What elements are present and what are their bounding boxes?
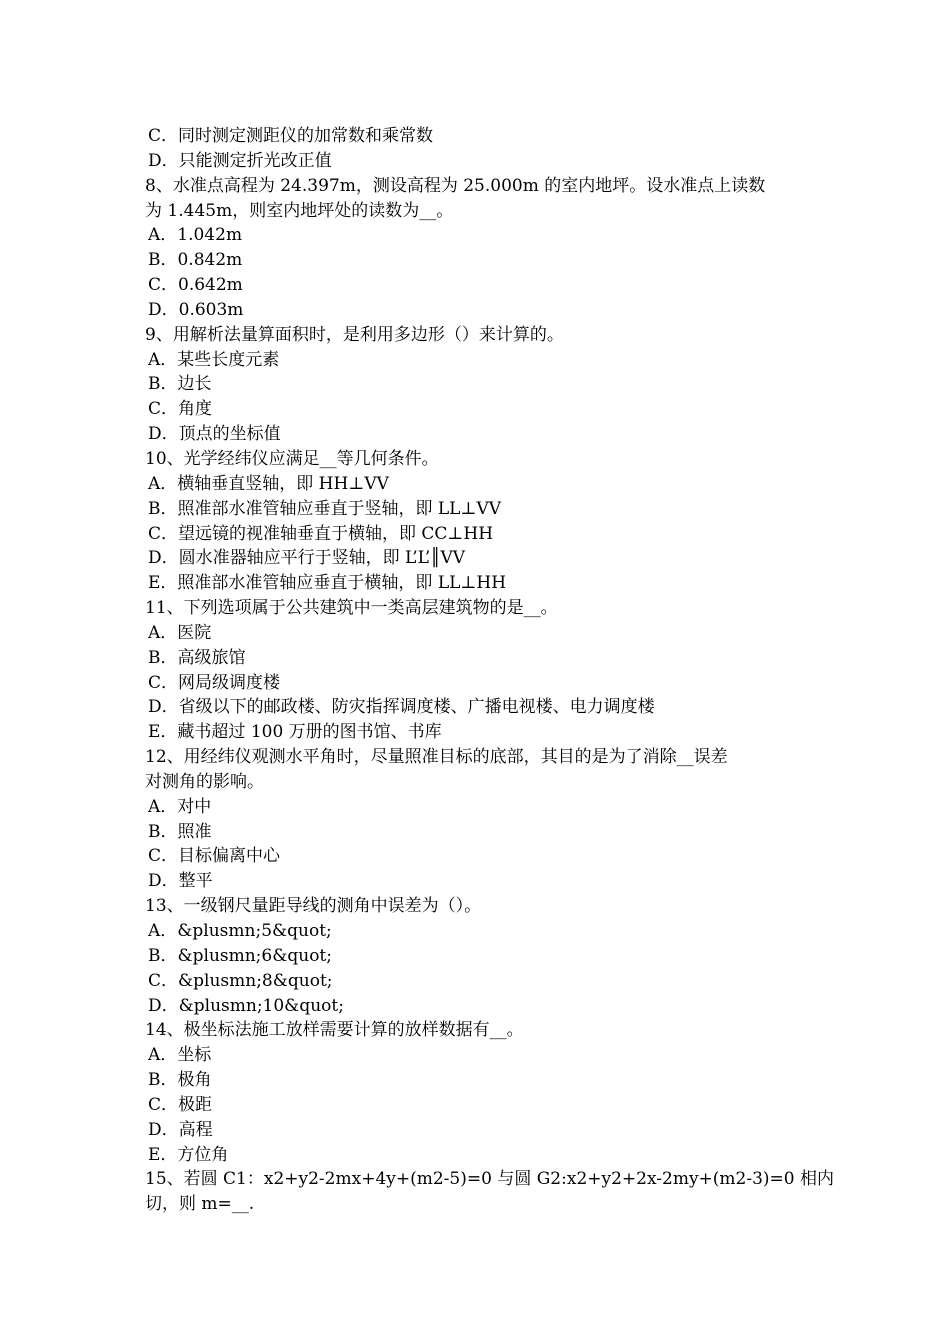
question-line: 13、一级钢尺量距导线的测角中误差为（）。: [145, 896, 482, 917]
question-line: 12、用经纬仪观测水平角时，尽量照准目标的底部，其目的是为了消除__误差: [145, 747, 728, 768]
option-line: E．照准部水准管轴应垂直于横轴，即 LL⊥HH: [148, 573, 507, 594]
option-line: B．高级旅馆: [148, 647, 246, 668]
option-line: D．0.603m: [148, 299, 244, 320]
question-line: 8、水准点高程为 24.397m，测设高程为 25.000m 的室内地坪。设水准点上读数: [145, 175, 766, 196]
option-line: C．&plusmn;8&quot;: [148, 970, 333, 991]
question-line: 9、用解析法量算面积时，是利用多边形（）来计算的。: [145, 324, 564, 345]
question-line: 切，则 m=__.: [145, 1194, 255, 1215]
option-line: A．坐标: [148, 1045, 212, 1066]
question-line: 对测角的影响。: [145, 771, 264, 792]
option-line: C．角度: [148, 399, 213, 420]
option-line: D．只能测定折光改正值: [148, 150, 332, 171]
option-line: C．望远镜的视准轴垂直于横轴，即 CC⊥HH: [148, 523, 494, 544]
option-line: B．0.842m: [148, 250, 243, 271]
option-line: B．&plusmn;6&quot;: [148, 945, 332, 966]
option-line: C．0.642m: [148, 275, 243, 296]
option-line: B．极角: [148, 1070, 212, 1091]
question-line: 11、下列选项属于公共建筑中一类高层建筑物的是__。: [145, 598, 558, 619]
option-line: E．藏书超过 100 万册的图书馆、书库: [148, 722, 442, 743]
option-line: C．同时测定测距仪的加常数和乘常数: [148, 126, 434, 146]
option-line: B．照准部水准管轴应垂直于竖轴，即 LL⊥VV: [148, 498, 502, 519]
option-line: D．顶点的坐标值: [148, 424, 281, 445]
option-line: A．某些长度元素: [148, 349, 280, 370]
option-line: C．网局级调度楼: [148, 672, 281, 693]
question-line: 15、若圆 C1：x2+y2-2mx+4y+(m2-5)=0 与圆 G2:x2+y2+2x-2my+(m2-3)=0 相内: [145, 1169, 835, 1190]
option-line: B．边长: [148, 374, 212, 395]
option-line: C．极距: [148, 1094, 213, 1115]
option-line: D．省级以下的邮政楼、防灾指挥调度楼、广播电视楼、电力调度楼: [148, 697, 655, 718]
option-line: D．高程: [148, 1119, 213, 1140]
option-line: E．方位角: [148, 1144, 229, 1165]
question-line: 为 1.445m，则室内地坪处的读数为__。: [145, 200, 454, 221]
option-line: B．照准: [148, 821, 212, 842]
option-line: D．整平: [148, 871, 213, 892]
question-line: 10、光学经纬仪应满足__等几何条件。: [145, 448, 439, 469]
option-line: D．&plusmn;10&quot;: [148, 995, 344, 1016]
option-line: A．对中: [148, 796, 212, 817]
option-line: C．目标偏离中心: [148, 846, 281, 867]
document-page: [145, 124, 835, 1217]
question-line: 14、极坐标法施工放样需要计算的放样数据有__。: [145, 1020, 524, 1041]
option-line: A．横轴垂直竖轴，即 HH⊥VV: [148, 473, 389, 494]
option-line: A．1.042m: [148, 225, 243, 246]
option-line: A．&plusmn;5&quot;: [148, 921, 332, 941]
option-line: D．圆水准器轴应平行于竖轴，即 L’L’║VV: [148, 548, 466, 569]
option-line: A．医院: [148, 622, 212, 643]
